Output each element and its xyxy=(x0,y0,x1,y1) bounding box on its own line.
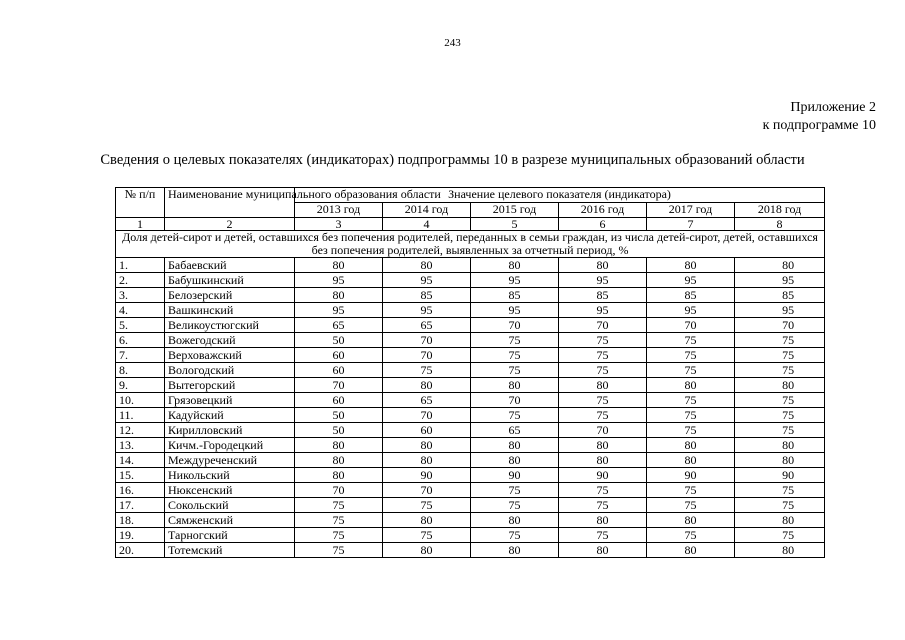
column-number: 1 xyxy=(116,218,165,231)
row-number: 8. xyxy=(116,363,165,378)
municipality-name: Грязовецкий xyxy=(165,393,295,408)
indicator-value: 95 xyxy=(559,273,647,288)
indicator-value: 90 xyxy=(383,468,471,483)
table-row xyxy=(116,423,825,438)
column-number: 5 xyxy=(471,218,559,231)
row-number: 4. xyxy=(116,303,165,318)
indicator-value: 85 xyxy=(735,288,825,303)
indicator-value: 80 xyxy=(647,513,735,528)
indicator-value: 60 xyxy=(383,423,471,438)
municipality-name: Верховажский xyxy=(165,348,295,363)
indicator-value: 70 xyxy=(295,483,383,498)
table-row xyxy=(116,348,825,363)
header-year: 2018 год xyxy=(735,203,825,218)
indicator-value: 65 xyxy=(383,318,471,333)
table-row xyxy=(116,498,825,513)
header-year: 2017 год xyxy=(647,203,735,218)
municipality-name: Белозерский xyxy=(165,288,295,303)
table-row xyxy=(116,273,825,288)
indicator-value: 75 xyxy=(647,393,735,408)
table-row xyxy=(116,543,825,558)
indicator-value: 75 xyxy=(735,483,825,498)
indicator-value: 80 xyxy=(295,438,383,453)
section-title: Доля детей-сирот и детей, оставшихся без попечения родителей, переданных в семьи граждан, из числа детей-сирот, детей, оставшихся без попечения родителей, выявленных за отчетный период, % xyxy=(116,231,825,258)
indicator-value: 70 xyxy=(471,393,559,408)
indicator-value: 75 xyxy=(735,363,825,378)
indicator-value: 75 xyxy=(383,498,471,513)
indicator-value: 95 xyxy=(735,273,825,288)
municipality-name: Тотемский xyxy=(165,543,295,558)
header-name: Наименование муниципального образования области xyxy=(165,188,295,218)
indicator-value: 80 xyxy=(295,453,383,468)
indicator-value: 75 xyxy=(735,423,825,438)
header-year: 2016 год xyxy=(559,203,647,218)
column-number: 7 xyxy=(647,218,735,231)
indicator-value: 80 xyxy=(735,258,825,273)
indicator-value: 60 xyxy=(295,393,383,408)
indicator-value: 80 xyxy=(295,468,383,483)
column-number: 4 xyxy=(383,218,471,231)
indicator-value: 75 xyxy=(559,483,647,498)
indicator-value: 80 xyxy=(735,453,825,468)
indicator-value: 75 xyxy=(471,483,559,498)
municipality-name: Тарногский xyxy=(165,528,295,543)
indicator-value: 75 xyxy=(647,423,735,438)
indicator-value: 65 xyxy=(295,318,383,333)
row-number: 18. xyxy=(116,513,165,528)
indicator-value: 80 xyxy=(735,438,825,453)
municipality-name: Бабушкинский xyxy=(165,273,295,288)
indicator-value: 75 xyxy=(295,543,383,558)
row-number: 12. xyxy=(116,423,165,438)
indicator-value: 75 xyxy=(383,363,471,378)
indicator-value: 95 xyxy=(735,303,825,318)
document-title: Сведения о целевых показателях (индикаторах) подпрограммы 10 в разрезе муниципальных образований области xyxy=(100,152,805,168)
table-row xyxy=(116,393,825,408)
indicator-value: 70 xyxy=(735,318,825,333)
column-number: 8 xyxy=(735,218,825,231)
indicator-value: 85 xyxy=(471,288,559,303)
indicator-value: 80 xyxy=(735,513,825,528)
indicator-value: 70 xyxy=(559,423,647,438)
indicator-value: 80 xyxy=(295,258,383,273)
indicator-value: 75 xyxy=(559,408,647,423)
indicator-value: 75 xyxy=(471,348,559,363)
row-number: 2. xyxy=(116,273,165,288)
row-number: 14. xyxy=(116,453,165,468)
indicator-value: 80 xyxy=(383,543,471,558)
row-number: 7. xyxy=(116,348,165,363)
indicator-value: 75 xyxy=(559,333,647,348)
indicator-value: 75 xyxy=(647,498,735,513)
indicator-value: 95 xyxy=(383,303,471,318)
indicator-value: 70 xyxy=(295,378,383,393)
indicator-value: 75 xyxy=(471,363,559,378)
indicator-value: 80 xyxy=(559,513,647,528)
municipality-name: Сямженский xyxy=(165,513,295,528)
indicator-value: 50 xyxy=(295,408,383,423)
municipality-name: Вашкинский xyxy=(165,303,295,318)
indicator-value: 80 xyxy=(559,453,647,468)
table-row xyxy=(116,258,825,273)
indicator-value: 95 xyxy=(295,273,383,288)
indicator-value: 75 xyxy=(559,363,647,378)
indicator-value: 90 xyxy=(471,468,559,483)
row-number: 1. xyxy=(116,258,165,273)
indicator-value: 75 xyxy=(559,498,647,513)
indicator-value: 75 xyxy=(735,528,825,543)
header-year: 2014 год xyxy=(383,203,471,218)
table-row xyxy=(116,513,825,528)
indicator-value: 80 xyxy=(383,438,471,453)
indicator-value: 90 xyxy=(647,468,735,483)
indicator-value: 70 xyxy=(383,483,471,498)
indicator-value: 70 xyxy=(647,318,735,333)
indicator-value: 80 xyxy=(647,453,735,468)
table-row xyxy=(116,453,825,468)
indicator-value: 80 xyxy=(647,543,735,558)
indicator-value: 80 xyxy=(471,513,559,528)
indicator-value: 80 xyxy=(559,258,647,273)
row-number: 15. xyxy=(116,468,165,483)
table-row xyxy=(116,303,825,318)
indicator-value: 75 xyxy=(735,393,825,408)
indicator-value: 70 xyxy=(383,408,471,423)
indicator-value: 75 xyxy=(559,528,647,543)
indicator-value: 75 xyxy=(647,528,735,543)
indicator-value: 75 xyxy=(471,408,559,423)
section-row xyxy=(116,231,825,258)
indicator-value: 95 xyxy=(647,273,735,288)
indicator-value: 75 xyxy=(735,498,825,513)
table-row xyxy=(116,483,825,498)
row-number: 16. xyxy=(116,483,165,498)
column-number: 3 xyxy=(295,218,383,231)
indicator-value: 75 xyxy=(471,498,559,513)
indicator-value: 65 xyxy=(471,423,559,438)
table-row xyxy=(116,408,825,423)
municipality-name: Никольский xyxy=(165,468,295,483)
table-row xyxy=(116,438,825,453)
table-row xyxy=(116,333,825,348)
table-row xyxy=(116,363,825,378)
indicator-value: 85 xyxy=(383,288,471,303)
row-number: 3. xyxy=(116,288,165,303)
indicator-value: 80 xyxy=(559,543,647,558)
indicator-value: 80 xyxy=(471,378,559,393)
indicator-value: 50 xyxy=(295,423,383,438)
indicator-value: 75 xyxy=(647,483,735,498)
row-number: 20. xyxy=(116,543,165,558)
indicator-value: 80 xyxy=(647,258,735,273)
row-number: 6. xyxy=(116,333,165,348)
row-number: 19. xyxy=(116,528,165,543)
indicator-value: 75 xyxy=(295,498,383,513)
municipality-name: Нюксенский xyxy=(165,483,295,498)
header-year: 2015 год xyxy=(471,203,559,218)
appendix-line-1: Приложение 2 xyxy=(790,100,876,115)
table-row xyxy=(116,288,825,303)
indicator-value: 75 xyxy=(647,363,735,378)
appendix-line-2: к подпрограмме 10 xyxy=(762,118,876,133)
indicator-value: 75 xyxy=(559,348,647,363)
indicator-value: 80 xyxy=(471,543,559,558)
row-number: 11. xyxy=(116,408,165,423)
indicator-value: 75 xyxy=(471,333,559,348)
indicators-table xyxy=(115,187,825,558)
indicator-value: 60 xyxy=(295,348,383,363)
indicator-value: 60 xyxy=(295,363,383,378)
indicator-value: 95 xyxy=(295,303,383,318)
table-row xyxy=(116,378,825,393)
row-number: 17. xyxy=(116,498,165,513)
indicator-value: 50 xyxy=(295,333,383,348)
table-row xyxy=(116,318,825,333)
indicator-value: 70 xyxy=(559,318,647,333)
municipality-name: Вожегодский xyxy=(165,333,295,348)
indicator-value: 95 xyxy=(647,303,735,318)
header-value-group: Значение целевого показателя (индикатора) xyxy=(295,188,825,203)
indicator-value: 80 xyxy=(471,438,559,453)
row-number: 10. xyxy=(116,393,165,408)
municipality-name: Кирилловский xyxy=(165,423,295,438)
column-numbers-row xyxy=(116,218,825,231)
indicator-value: 70 xyxy=(471,318,559,333)
indicator-value: 80 xyxy=(647,378,735,393)
municipality-name: Великоустюгский xyxy=(165,318,295,333)
indicator-value: 80 xyxy=(471,258,559,273)
indicator-value: 85 xyxy=(559,288,647,303)
indicator-value: 75 xyxy=(735,408,825,423)
table-row xyxy=(116,468,825,483)
indicator-value: 75 xyxy=(735,333,825,348)
municipality-name: Междуреченский xyxy=(165,453,295,468)
indicator-value: 75 xyxy=(647,348,735,363)
indicator-value: 80 xyxy=(383,513,471,528)
indicator-value: 80 xyxy=(471,453,559,468)
indicator-value: 65 xyxy=(383,393,471,408)
indicator-value: 75 xyxy=(295,528,383,543)
indicator-value: 80 xyxy=(383,258,471,273)
indicator-value: 95 xyxy=(383,273,471,288)
appendix-note xyxy=(763,99,876,135)
indicator-value: 90 xyxy=(735,468,825,483)
row-number: 9. xyxy=(116,378,165,393)
indicator-value: 75 xyxy=(647,408,735,423)
indicator-value: 70 xyxy=(383,348,471,363)
municipality-name: Вологодский xyxy=(165,363,295,378)
indicator-value: 80 xyxy=(295,288,383,303)
indicator-value: 95 xyxy=(471,273,559,288)
indicator-value: 75 xyxy=(383,528,471,543)
municipality-name: Кичм.-Городецкий xyxy=(165,438,295,453)
indicator-value: 80 xyxy=(559,438,647,453)
indicator-value: 95 xyxy=(559,303,647,318)
indicator-value: 75 xyxy=(735,348,825,363)
municipality-name: Бабаевский xyxy=(165,258,295,273)
indicator-value: 85 xyxy=(647,288,735,303)
indicator-value: 80 xyxy=(383,378,471,393)
indicator-value: 75 xyxy=(647,333,735,348)
indicator-value: 90 xyxy=(559,468,647,483)
page-number: 243 xyxy=(444,37,461,49)
indicator-value: 75 xyxy=(295,513,383,528)
indicator-value: 80 xyxy=(735,543,825,558)
indicator-value: 80 xyxy=(559,378,647,393)
column-number: 6 xyxy=(559,218,647,231)
indicator-value: 95 xyxy=(471,303,559,318)
indicator-value: 75 xyxy=(471,528,559,543)
indicator-value: 75 xyxy=(559,393,647,408)
row-number: 5. xyxy=(116,318,165,333)
row-number: 13. xyxy=(116,438,165,453)
header-num: № п/п xyxy=(116,188,165,218)
indicator-value: 80 xyxy=(735,378,825,393)
municipality-name: Сокольский xyxy=(165,498,295,513)
indicator-value: 80 xyxy=(647,438,735,453)
indicator-value: 70 xyxy=(383,333,471,348)
column-number: 2 xyxy=(165,218,295,231)
indicator-value: 80 xyxy=(383,453,471,468)
municipality-name: Вытегорский xyxy=(165,378,295,393)
municipality-name: Кадуйский xyxy=(165,408,295,423)
table-row xyxy=(116,528,825,543)
header-year: 2013 год xyxy=(295,203,383,218)
